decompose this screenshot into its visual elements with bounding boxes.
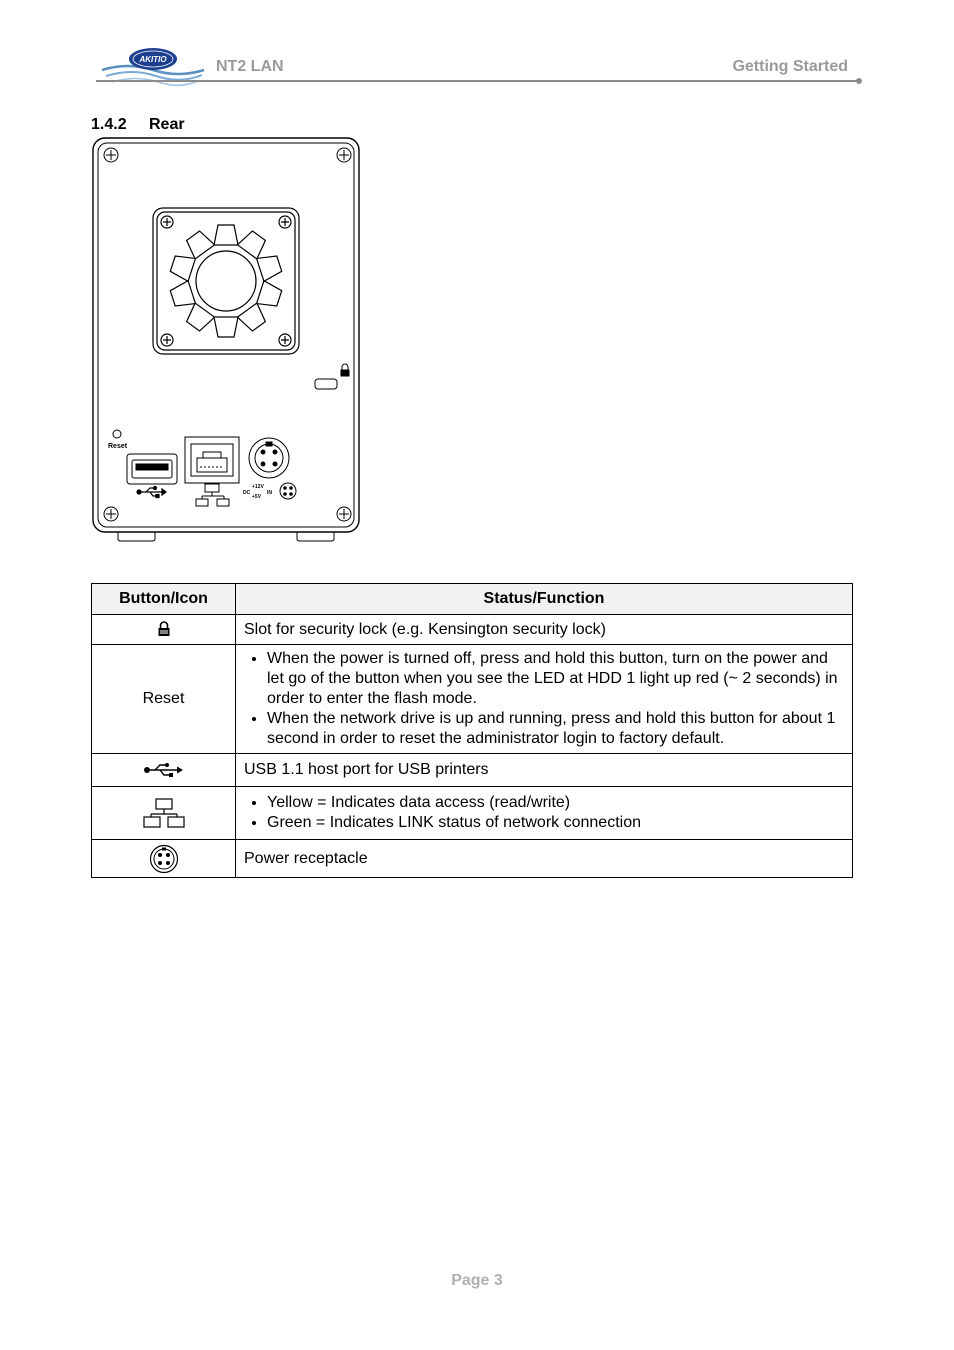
lock-icon	[157, 621, 171, 637]
table-row	[92, 615, 853, 645]
device-rear-drawing	[90, 136, 362, 544]
table-row	[92, 787, 853, 840]
bullet-list	[244, 649, 844, 749]
reset-label-cell: Reset	[92, 645, 236, 754]
function-text: Power receptacle	[236, 840, 853, 878]
icon-cell	[92, 840, 236, 878]
page-number: Page 3	[451, 1272, 503, 1289]
function-table	[91, 583, 853, 878]
akitio-logo	[98, 40, 208, 90]
bullet-list	[244, 793, 844, 833]
icon-cell	[92, 615, 236, 645]
network-icon	[143, 798, 185, 828]
icon-cell	[92, 787, 236, 840]
heading-number: 1.4.2	[91, 116, 127, 133]
table-row	[92, 645, 853, 754]
table-header-row	[92, 584, 853, 615]
heading-title: Rear	[149, 116, 185, 133]
power-connector-icon	[149, 844, 179, 874]
function-text: Slot for security lock (e.g. Kensington security lock)	[236, 615, 853, 645]
list-item: • Yellow = Indicates data access (read/write)	[267, 793, 844, 813]
list-item: • When the power is turned off, press and hold this button, turn on the power and let go of the button when you see the LED at HDD 1 light up red (~ 2 seconds) in order to enter the flash mode.	[267, 649, 844, 709]
header-rule-dot	[856, 78, 862, 84]
list-item: • When the network drive is up and running, press and hold this button for about 1 second in order to reset the administrator login to factory default.	[267, 709, 844, 749]
dc-label: DC	[243, 490, 251, 496]
header-status-function: Status/Function	[236, 584, 853, 615]
list-item: • Green = Indicates LINK status of network connection	[267, 813, 844, 833]
function-text: USB 1.1 host port for USB printers	[236, 754, 853, 787]
logo-text: AKITIO	[139, 55, 167, 64]
dc-plus12-label: +12V	[252, 484, 264, 490]
doc-title: NT2 LAN	[216, 58, 284, 75]
table-row	[92, 754, 853, 787]
section-name: Getting Started	[732, 58, 848, 75]
header-rule	[96, 80, 860, 82]
usb-icon	[143, 762, 185, 778]
page-header	[0, 0, 954, 100]
header-button-icon: Button/Icon	[92, 584, 236, 615]
icon-cell	[92, 754, 236, 787]
reset-label: Reset	[108, 443, 128, 450]
dc-plus5-label: +5V	[252, 494, 262, 500]
section-heading	[91, 116, 185, 134]
dc-in-label: IN	[267, 490, 272, 496]
table-row	[92, 840, 853, 878]
